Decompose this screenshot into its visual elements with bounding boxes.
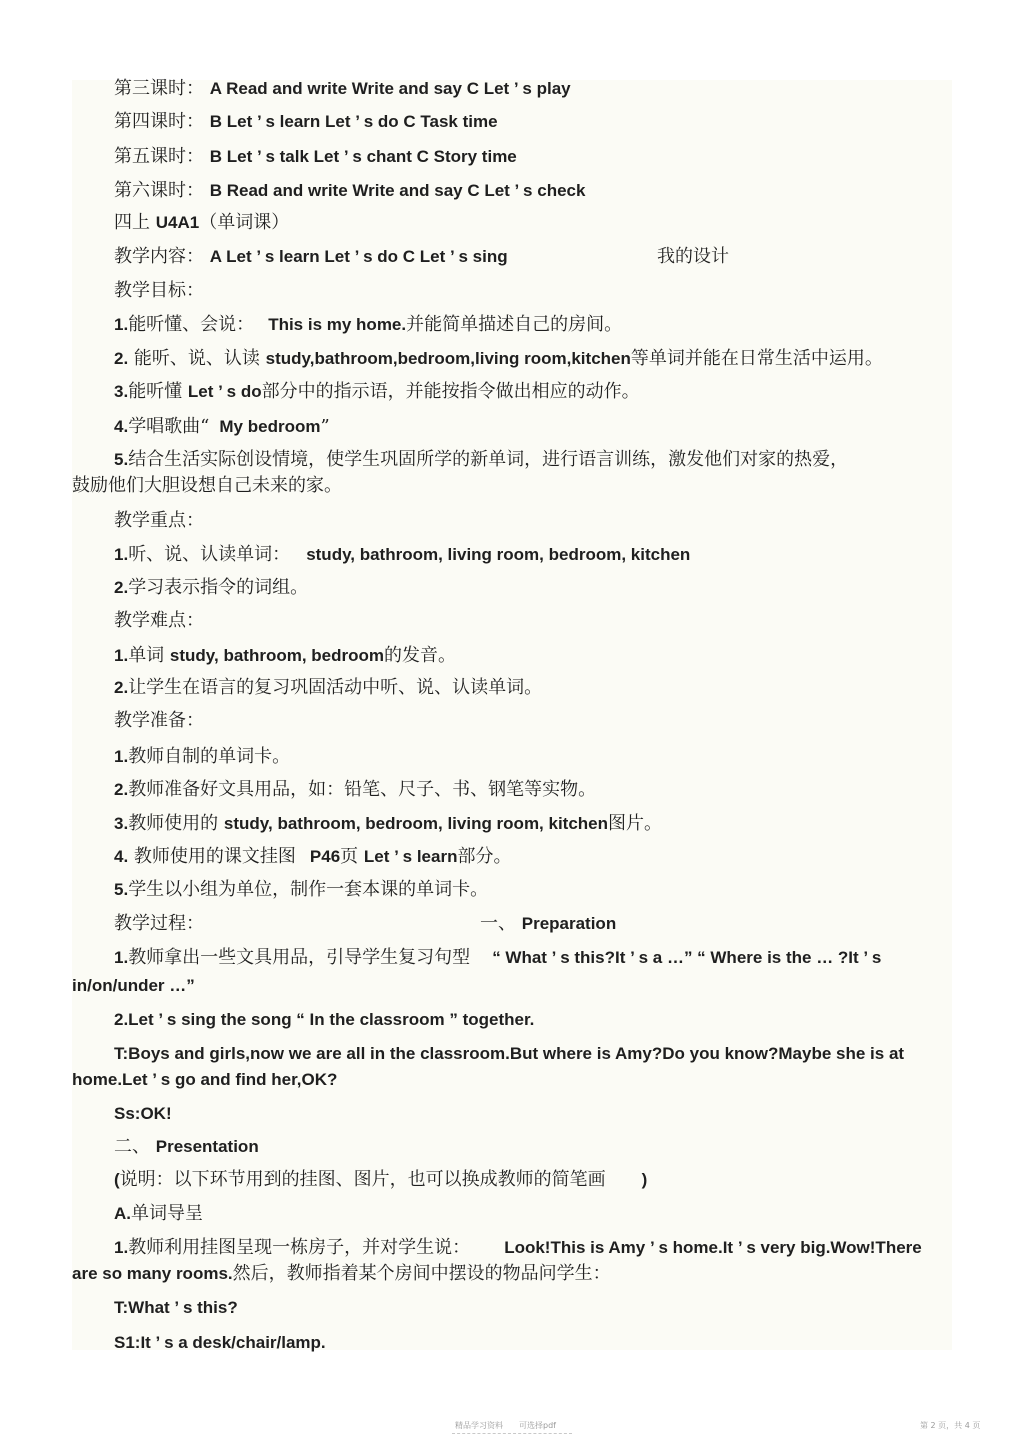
process-step-continued: in/on/under …” xyxy=(72,976,195,995)
goal-item: 4.学唱歌曲“ My bedroom” xyxy=(114,416,330,437)
key-points-title: 教学重点： xyxy=(114,510,204,531)
key-point-item: 1.听、说、认读单词： study, bathroom, living room, bedroom, kitchen xyxy=(114,544,691,565)
schedule-line: 第五课时： B Let ’ s talk Let ’ s chant C Story time xyxy=(114,146,517,167)
difficulties-title: 教学难点： xyxy=(114,610,204,631)
dialogue-line-continued: home.Let ’ s go and find her,OK? xyxy=(72,1070,338,1089)
goal-item-continued: 鼓励他们大胆设想自己未来的家。 xyxy=(72,475,342,496)
schedule-line: 第六课时： B Read and write Write and say C Let ’ s check xyxy=(114,180,586,201)
prep-item: 2.教师准备好文具用品，如：铅笔、尺子、书、钢笔等实物。 xyxy=(114,779,597,800)
process-step-continued: are so many rooms.然后，教师指着某个房间中摆设的物品问学生： xyxy=(72,1263,611,1284)
prep-item: 1.教师自制的单词卡。 xyxy=(114,746,291,767)
difficulty-item: 1.单词 study, bathroom, bedroom的发音。 xyxy=(114,645,456,666)
footer-divider xyxy=(452,1433,572,1434)
prep-item: 5.学生以小组为单位，制作一套本课的单词卡。 xyxy=(114,879,489,900)
preparation-title: 教学准备： xyxy=(114,710,204,731)
prep-item: 4. 教师使用的课文挂图 P46页 Let ’ s learn部分。 xyxy=(114,846,512,867)
subsection-heading: A.单词导呈 xyxy=(114,1203,203,1224)
footer-watermark: 精品学习资料 可选择pdf xyxy=(455,1421,556,1430)
process-step: 1.教师利用挂图呈现一栋房子，并对学生说： Look!This is Amy ’ s home.It ’ s very big.Wow!There xyxy=(114,1237,922,1258)
dialogue-line: T:Boys and girls,now we are all in the classroom.But where is Amy?Do you know?Maybe she is at xyxy=(114,1044,905,1063)
prep-item: 3.教师使用的 study, bathroom, bedroom, living room, kitchen图片。 xyxy=(114,813,663,834)
process-step: 1.教师拿出一些文具用品，引导学生复习句型 “ What ’ s this?It ’ s a …” “ Where is the … ?It ’ s xyxy=(114,947,882,968)
goal-item: 5.结合生活实际创设情境，使学生巩固所学的新单词，进行语言训练，激发他们对家的热爱， xyxy=(114,449,849,470)
goal-item: 2. 能听、说、认读 study,bathroom,bedroom,living room,kitchen等单词并能在日常生活中运用。 xyxy=(114,348,883,369)
section-heading: 二、 Presentation xyxy=(114,1136,259,1157)
page-number: 第 2 页，共 4 页 xyxy=(920,1421,981,1430)
document-page xyxy=(72,80,952,1350)
note-line: (说明：以下环节用到的挂图、图片，也可以换成教师的简笔画 ) xyxy=(114,1169,648,1190)
goals-title: 教学目标： xyxy=(114,280,204,301)
key-point-item: 2.学习表示指令的词组。 xyxy=(114,577,309,598)
process-title: 教学过程： xyxy=(114,913,204,934)
teaching-content: 教学内容： A Let ’ s learn Let ’ s do C Let ’ s sing xyxy=(114,246,508,267)
my-design-label: 我的设计 xyxy=(657,246,729,267)
schedule-line: 第三课时： A Read and write Write and say C Let ’ s play xyxy=(114,78,571,99)
unit-heading: 四上 U4A1（单词课） xyxy=(114,212,290,233)
schedule-line: 第四课时： B Let ’ s learn Let ’ s do C Task time xyxy=(114,111,498,132)
difficulty-item: 2.让学生在语言的复习巩固活动中听、说、认读单词。 xyxy=(114,677,543,698)
goal-item: 1.能听懂、会说： This is my home.并能简单描述自己的房间。 xyxy=(114,314,623,335)
section-heading: 一、 Preparation xyxy=(480,913,617,934)
goal-item: 3.能听懂 Let ’ s do部分中的指示语，并能按指令做出相应的动作。 xyxy=(114,381,640,402)
dialogue-line: S1:It ’ s a desk/chair/lamp. xyxy=(114,1333,326,1352)
dialogue-line: T:What ’ s this? xyxy=(114,1298,238,1317)
dialogue-line: Ss:OK! xyxy=(114,1104,172,1123)
process-step: 2.Let ’ s sing the song “ In the classroom ” together. xyxy=(114,1010,535,1029)
